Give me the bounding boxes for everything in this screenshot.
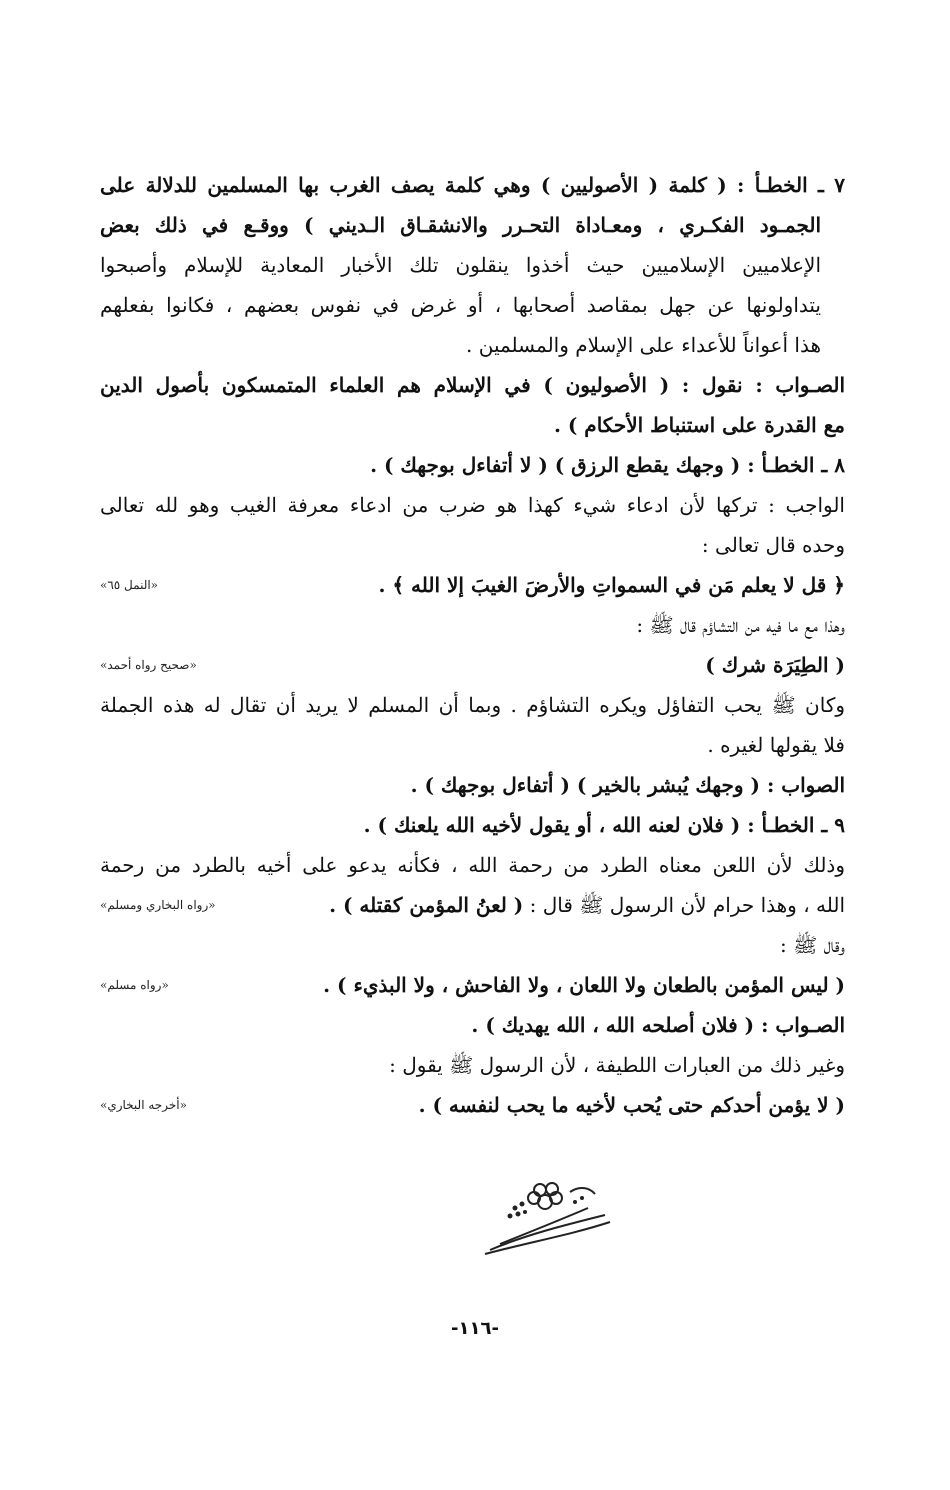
item-8-hadith-line xyxy=(100,645,845,685)
item-8-line-5: فلا يقولها لغيره . xyxy=(707,733,845,757)
page-number: -١١٦- xyxy=(451,1318,499,1339)
item-9-after: وغير ذلك من العبارات اللطيفة ، لأن الرسول ﷺ يقول : xyxy=(389,1053,845,1077)
item-7-correct-line-2: مع القدرة على استنباط الأحكام ) . xyxy=(553,413,845,437)
item-7-line-2: الجمـود الفكـري ، ومعـاداة التحـرر والانشقـاق الـديني ) ووقـع في ذلك بعض xyxy=(100,213,821,237)
item-9-line-2: وذلك لأن اللعن معناه الطرد من رحمة الله ، فكأنه يدعو على أخيه بالطرد من رحمة xyxy=(100,853,845,877)
item-9-hadith-1: ( لعنُ المؤمن كقتله ) . xyxy=(329,893,524,917)
item-7-correct-text-1: نقول : ( الأصوليون ) في الإسلام هم العلماء المتمسكون بأصول الدين xyxy=(100,373,743,397)
item-9-error-label: الخطـأ : xyxy=(747,813,815,837)
item-7-number: ٧ ـ xyxy=(818,173,845,197)
item-9-hadith-3-line xyxy=(100,1085,845,1125)
item-7-line-5: هذا أعواناً للأعداء على الإسلام والمسلمين . xyxy=(466,333,821,357)
floral-ornament-icon xyxy=(470,1180,620,1260)
item-8-verse: ﴿ قل لا يعلم مَن في السمواتِ والأرضَ الغيبَ إلا الله ﴾ . xyxy=(378,573,845,597)
item-9-correct-line xyxy=(100,1005,845,1045)
item-8-correct-label: الصواب : xyxy=(766,773,845,797)
item-7-correct-line-1 xyxy=(100,365,845,405)
item-8-line-3: وحده قال تعالى : xyxy=(701,533,845,557)
page-body xyxy=(100,165,845,1125)
item-7-line-4: يتداولونها عن جهل بمقاصد أصحابها ، أو غرض في نفوس بعضهم ، فكانوا بفعلهم xyxy=(100,293,821,317)
item-9-number: ٩ ـ xyxy=(821,813,845,837)
item-8-error-label: الخطـأ : xyxy=(747,453,815,477)
item-9-error-text: ( فلان لعنه الله ، أو يقول لأخيه الله يلعنك ) . xyxy=(363,813,741,837)
item-8-correct-text: ( وجهك يُبشر بالخير ) ( أتفاءل بوجهك ) . xyxy=(410,773,760,797)
item-7-text-1: ( كلمة ( الأصوليين ) وهي كلمة يصف الغرب بها المسلمين للدلالة على xyxy=(100,173,727,197)
item-8-verse-line xyxy=(100,565,845,605)
item-8-line-4: وكان ﷺ يحب التفاؤل ويكره التشاؤم . وبما أن المسلم لا يريد أن تقال له هذه الجملة xyxy=(100,693,845,717)
item-8-hadith-ref: «صحيح رواه أحمد» xyxy=(100,658,197,672)
item-9-hadith-1-ref: «رواه البخاري ومسلم» xyxy=(100,898,216,912)
item-9-hadith-2-line xyxy=(100,965,845,1005)
item-9-correct-text: ( فلان أصلحه الله ، الله يهديك ) . xyxy=(471,1013,755,1037)
item-9-correct-label: الصـواب : xyxy=(761,1013,845,1037)
item-9-line-3-text: الله ، وهذا حرام لأن الرسول ﷺ قال : xyxy=(529,893,845,917)
item-8-line-1 xyxy=(100,445,845,485)
item-8-after-verse: وهذا مع ما فيه من التشاؤم قال ﷺ : xyxy=(636,613,845,637)
item-9-line-1 xyxy=(100,805,845,845)
item-7-correct-label: الصـواب : xyxy=(755,373,845,397)
item-9-hadith-2-ref: «رواه مسلم» xyxy=(100,978,169,992)
item-7-line-3: الإعلاميين الإسلاميين حيث أخذوا ينقلون تلك الأخبار المعادية للإسلام وأصبحوا xyxy=(100,253,821,277)
item-8-hadith: ( الطِيَرَة شرك ) xyxy=(705,653,845,677)
item-9-line-3 xyxy=(100,885,845,925)
item-8-error-text: ( وجهك يقطع الرزق ) ( لا أتفاءل بوجهك ) . xyxy=(370,453,741,477)
item-8-line-2: الواجب : تركها لأن ادعاء شيء كهذا هو ضرب من ادعاء معرفة الغيب وهو لله تعالى xyxy=(100,493,845,517)
item-8-verse-ref: «النمل ٦٥» xyxy=(100,578,159,592)
item-9-hadith-3-ref: «أخرجه البخاري» xyxy=(100,1098,187,1112)
item-7-error-label: الخطـأ : xyxy=(737,173,808,197)
item-9-said: وقال ﷺ : xyxy=(780,933,845,957)
item-9-hadith-3: ( لا يؤمن أحدكم حتى يُحب لأخيه ما يحب لنفسه ) . xyxy=(418,1093,845,1117)
item-8-correct-line xyxy=(100,765,845,805)
item-9-hadith-2: ( ليس المؤمن بالطعان ولا اللعان ، ولا الفاحش ، ولا البذيء ) . xyxy=(323,973,845,997)
item-7-line-1 xyxy=(100,165,845,205)
item-8-number: ٨ ـ xyxy=(821,453,845,477)
